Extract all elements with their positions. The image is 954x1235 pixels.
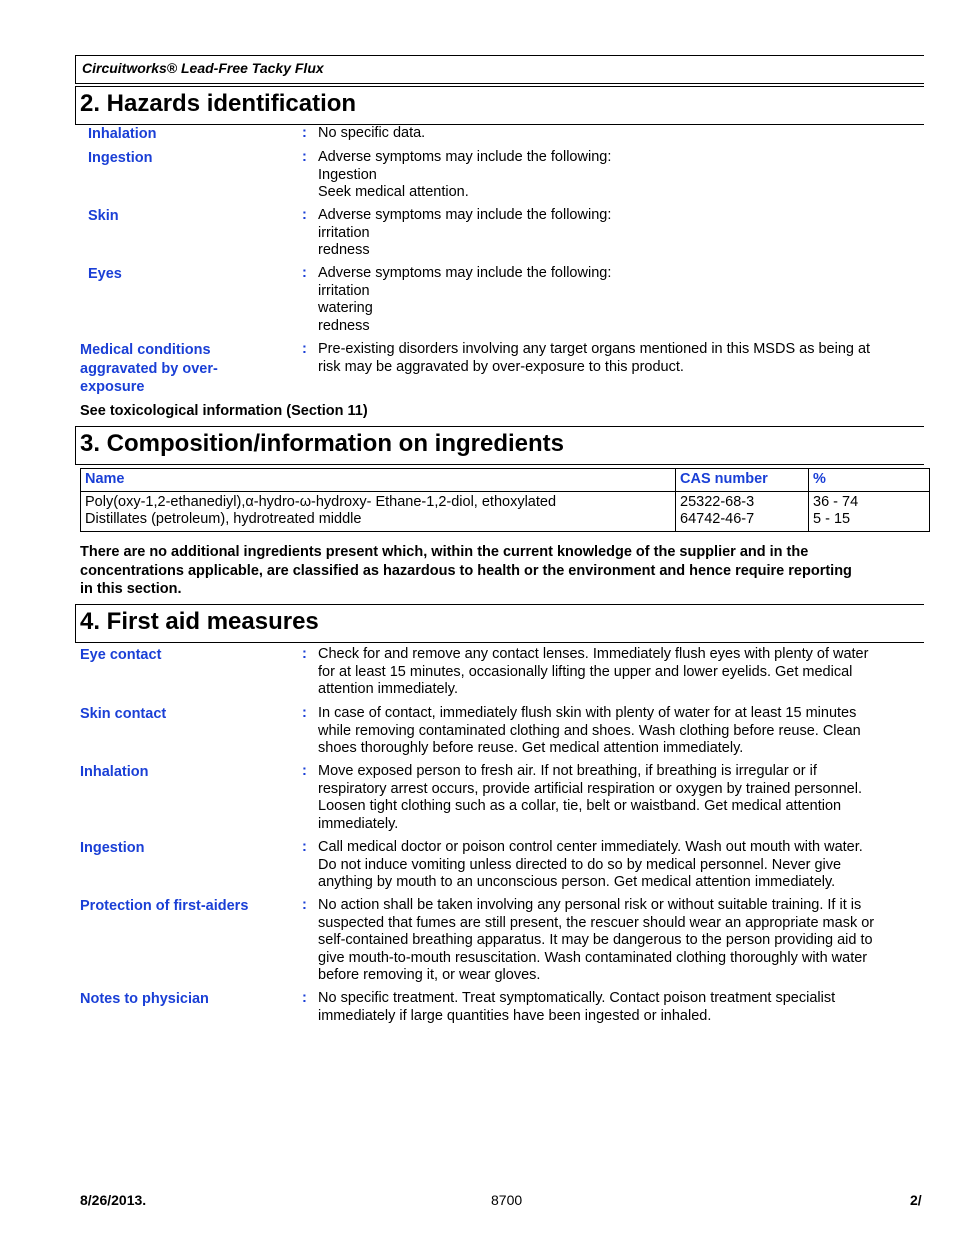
separator: : (302, 265, 307, 281)
value-line: immediately if large quantities have been ingested or inhaled. (318, 1007, 712, 1024)
value-line: immediately. (318, 815, 399, 832)
value-line: Do not induce vomiting unless directed to do so by medical personnel. Never give (318, 856, 842, 873)
footer-code: 8700 (491, 1192, 523, 1208)
section-2-header (75, 86, 924, 125)
cas-number: 25322-68-3 (680, 493, 755, 510)
separator: : (302, 341, 307, 357)
hazard-value-skin (318, 207, 611, 260)
value-line: Check for and remove any contact lenses. Immediately flush eyes with plenty of water (318, 646, 869, 662)
ingredients-note (80, 543, 852, 599)
section-2-title: 2. Hazards identification (80, 90, 357, 117)
first-aid-label-ingestion: Ingestion (80, 840, 145, 856)
value-line: Seek medical attention. (318, 184, 469, 200)
value-line: before removing it, or wear gloves. (318, 967, 541, 983)
section-4-header (75, 604, 924, 643)
footer-date: 8/26/2013. (80, 1192, 147, 1208)
label-line: exposure (80, 379, 145, 395)
value-line: Adverse symptoms may include the following: (318, 265, 612, 281)
column-header-percent: % (809, 469, 930, 492)
first-aid-value-notes-to-physician (318, 990, 835, 1025)
value-line: watering (318, 300, 373, 316)
value-line: respiratory arrest occurs, provide artificial respiration or oxygen by trained personnel. (318, 780, 862, 797)
separator: : (302, 839, 307, 855)
hazard-label-medical-conditions (80, 341, 218, 397)
value-line: while removing contaminated clothing and shoes. Wash clothing before reuse. Clean (318, 722, 861, 739)
cas-number: 64742-46-7 (680, 511, 755, 527)
percent: 5 - 15 (813, 511, 851, 527)
first-aid-label-protection: Protection of first-aiders (80, 898, 249, 914)
section-3-header (75, 426, 924, 465)
value-line: self-contained breathing apparatus. It may be dangerous to the person providing aid to (318, 932, 873, 948)
product-header-bar (75, 55, 924, 84)
hazard-label-skin: Skin (88, 208, 119, 224)
value-line: Call medical doctor or poison control center immediately. Wash out mouth with water. (318, 839, 863, 855)
note-line: There are no additional ingredients present which, within the current knowledge of the supplier and in the (80, 544, 809, 560)
separator: : (302, 897, 307, 913)
value-line: Adverse symptoms may include the following: (318, 149, 612, 165)
value-line: irritation (318, 282, 370, 299)
value-line: risk may be aggravated by over-exposure to this product. (318, 358, 684, 375)
section-4-title: 4. First aid measures (80, 608, 319, 635)
product-name: Circuitworks® Lead-Free Tacky Flux (82, 60, 324, 76)
value-line: Pre-existing disorders involving any target organs mentioned in this MSDS as being at (318, 341, 871, 357)
ingredient-name: Poly(oxy-1,2-ethanediyl),α-hydro-ω-hydroxy- Ethane-1,2-diol, ethoxylated (85, 493, 557, 510)
first-aid-label-inhalation: Inhalation (80, 764, 149, 780)
table-header-row (81, 469, 930, 492)
first-aid-value-inhalation (318, 763, 862, 833)
value-line: redness (318, 242, 370, 258)
hazard-value-medical-conditions (318, 341, 870, 376)
separator: : (302, 149, 307, 165)
hazard-label-ingestion: Ingestion (88, 150, 153, 166)
percent: 36 - 74 (813, 493, 859, 510)
first-aid-label-skin-contact: Skin contact (80, 706, 167, 722)
separator: : (302, 990, 307, 1006)
ingredient-name: Distillates (petroleum), hydrotreated middle (85, 511, 362, 527)
column-header-name: Name (81, 469, 676, 492)
note-line: concentrations applicable, are classified as hazardous to health or the environment and hence require reporting (80, 562, 852, 579)
hazard-value-inhalation (318, 125, 425, 143)
first-aid-value-eye-contact (318, 646, 868, 699)
column-header-cas: CAS number (676, 469, 809, 492)
value-line: No specific data. (318, 125, 426, 141)
value-line: irritation (318, 224, 370, 241)
first-aid-value-ingestion (318, 839, 863, 892)
label-line: aggravated by over- (80, 360, 218, 377)
separator: : (302, 705, 307, 721)
separator: : (302, 207, 307, 223)
footer-page-number: 2/ (910, 1192, 922, 1208)
value-line: attention immediately. (318, 681, 458, 697)
table-row (81, 491, 930, 531)
value-line: give mouth-to-mouth resuscitation. Wash contaminated clothing thoroughly with water (318, 949, 868, 966)
value-line: No action shall be taken involving any personal risk or without suitable training. If it is (318, 897, 862, 913)
value-line: for at least 15 minutes, occasionally lifting the upper and lower eyelids. Get medical (318, 663, 853, 680)
value-line: anything by mouth to an unconscious person. Get medical attention immediately. (318, 874, 836, 890)
value-line: Adverse symptoms may include the following: (318, 207, 612, 223)
section-3-title: 3. Composition/information on ingredients (80, 430, 564, 457)
ingredient-names (81, 491, 676, 531)
separator: : (302, 646, 307, 662)
value-line: In case of contact, immediately flush skin with plenty of water for at least 15 minutes (318, 705, 857, 721)
value-line: Loosen tight clothing such as a collar, tie, belt or waistband. Get medical attention (318, 798, 842, 814)
separator: : (302, 763, 307, 779)
hazard-value-eyes (318, 265, 611, 335)
first-aid-label-notes-to-physician: Notes to physician (80, 991, 209, 1007)
first-aid-value-skin-contact (318, 705, 861, 758)
first-aid-label-eye-contact: Eye contact (80, 647, 162, 663)
value-line: suspected that fumes are still present, the rescuer should wear an appropriate mask or (318, 914, 875, 931)
value-line: Move exposed person to fresh air. If not breathing, if breathing is irregular or if (318, 763, 817, 779)
hazard-label-eyes: Eyes (88, 266, 122, 282)
ingredient-cas-numbers (676, 491, 809, 531)
ingredient-percents (809, 491, 930, 531)
first-aid-value-protection (318, 897, 874, 985)
label-line: Medical conditions (80, 342, 211, 358)
toxicological-note: See toxicological information (Section 11) (80, 403, 368, 419)
separator: : (302, 125, 307, 141)
value-line: redness (318, 317, 370, 334)
value-line: No specific treatment. Treat symptomatically. Contact poison treatment specialist (318, 990, 836, 1006)
ingredients-table (80, 468, 930, 532)
hazard-value-ingestion (318, 149, 611, 202)
note-line: in this section. (80, 581, 182, 597)
hazard-label-inhalation: Inhalation (88, 126, 157, 142)
value-line: shoes thoroughly before reuse. Get medical attention immediately. (318, 740, 744, 756)
value-line: Ingestion (318, 166, 377, 183)
